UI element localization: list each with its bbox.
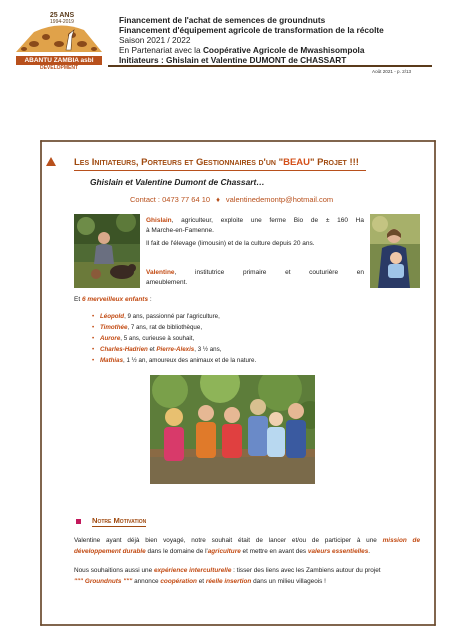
kid-name: Léopold: [100, 313, 125, 320]
children-photo-image: [150, 375, 315, 484]
text-highlight: coopération: [160, 577, 197, 585]
frame-left-edge: [40, 140, 42, 626]
abantu-zambia-logo: [14, 10, 104, 70]
text-highlight: expérience interculturelle: [153, 567, 232, 574]
list-item: [92, 333, 256, 344]
kids-intro-prefix: Et: [74, 296, 82, 303]
text-run: dans un milieu villageois !: [251, 577, 326, 585]
logo-anniversary: 25 ANS: [49, 12, 75, 19]
kid-description: , 5 ans, curieuse à souhait,: [120, 335, 195, 342]
section-title-underline: [74, 170, 366, 171]
header-cooperative-name: Coopérative Agricole de Mwashisompola: [202, 45, 365, 55]
header-line-1: Financement de l'achat de semences de groundnuts: [119, 15, 326, 25]
valentine-description: [146, 268, 364, 288]
ghislain-description: [146, 216, 364, 249]
motivation-p2-line-2: [74, 577, 420, 588]
kids-intro-suffix: :: [148, 296, 152, 303]
text-highlight: mission de: [382, 537, 420, 544]
contact-line: [130, 195, 333, 204]
text-highlight: valeurs essentielles: [307, 547, 369, 555]
header-line-4: [119, 45, 419, 55]
kid-connector: et: [147, 346, 157, 353]
initiators-subtitle: Ghislain et Valentine Dumont de Chassart…: [90, 177, 265, 187]
header-line-2: Financement d'équipement agricole de transformation de la récolte: [119, 25, 384, 35]
frame-top-edge: [40, 140, 436, 142]
contact-email[interactable]: valentinedemontp@hotmail.com: [225, 195, 334, 204]
ghislain-line-1: [146, 216, 364, 226]
logo-subtitle: DEVELOPMENT: [39, 65, 79, 71]
section-title: [74, 157, 359, 168]
kid-name: Aurore: [100, 335, 121, 342]
contact-phone: Contact : 0473 77 64 10: [130, 195, 211, 204]
kid-name: Timothée: [100, 324, 128, 331]
page-reference: Août 2021 - p. 2/13: [372, 69, 412, 74]
text-run: dans le domaine de l': [145, 547, 208, 555]
text-run: .: [368, 547, 371, 555]
motivation-p1-line-2: [74, 547, 420, 558]
ghislain-text-1: , agriculteur, exploite une ferme Bio de ± 160 Ha: [171, 217, 364, 224]
giraffe-pattern-icon: [14, 22, 104, 54]
kids-intro-highlight: 6 merveilleux enfants: [81, 296, 149, 303]
logo-name: ABANTU ZAMBIA asbl: [16, 56, 102, 65]
ghislain-text-3: Il fait de l'élevage (limousin) et de la culture depuis 20 ans.: [146, 240, 315, 247]
triangle-bullet-icon: [46, 157, 56, 166]
text-highlight: """ Groundnuts """: [74, 577, 133, 585]
ghislain-text-2: à Marche-en-Famenne.: [146, 227, 214, 234]
diamond-separator-icon: ♦: [216, 195, 220, 204]
kid-description: , 7 ans, rat de bibliothèque,: [127, 324, 203, 331]
motivation-paragraph-2: [74, 566, 420, 587]
frame-bottom-edge: [40, 624, 436, 626]
valentine-photo: [370, 214, 420, 288]
valentine-text-2: ameublement.: [146, 279, 188, 286]
document-header: [119, 15, 419, 65]
square-bullet-icon: [76, 519, 81, 524]
kid-description: , 9 ans, passionné par l'agriculture,: [124, 313, 220, 320]
list-item: [92, 311, 256, 322]
ghislain-photo: [74, 214, 140, 288]
text-highlight: agriculture: [207, 547, 241, 555]
ghislain-photo-image: [74, 214, 140, 288]
section-title-highlight: BEAU: [283, 157, 310, 168]
valentine-line-1: [146, 268, 364, 278]
kid-name: Mathias: [100, 357, 124, 364]
header-line-4-prefix: En Partenariat avec la: [119, 45, 203, 55]
section-title-suffix: " Projet !!!: [310, 157, 359, 168]
list-item: [92, 355, 256, 366]
text-run: Valentine ayant déjà bien voyagé, notre souhait était de lancer et/ou de participer à une: [74, 537, 383, 544]
motivation-paragraph-1: [74, 536, 420, 557]
valentine-name: Valentine: [146, 269, 175, 276]
kids-intro: [74, 296, 152, 303]
kids-list: [92, 311, 256, 366]
text-highlight: réelle insertion: [205, 577, 252, 585]
header-divider: [108, 65, 432, 67]
kid-name: Pierre-Alexis: [156, 346, 195, 353]
section-title-prefix: Les Initiateurs, Porteurs et Gestionnaires d'un ": [74, 157, 284, 168]
ghislain-name: Ghislain: [146, 217, 172, 224]
logo-years: 1994-2019: [50, 19, 74, 25]
motivation-p2-line-1: [74, 566, 420, 577]
kid-description: , 1 ½ an, amoureux des animaux et de la nature.: [123, 357, 257, 364]
valentine-photo-image: [370, 214, 420, 288]
text-run: et mettre en avant des: [240, 547, 308, 555]
kid-name: Charles-Hadrien: [100, 346, 148, 353]
motivation-title: Notre Motivation: [92, 516, 147, 525]
text-run: annonce: [132, 577, 161, 585]
text-run: : tisser des liens avec les Zambiens autour du projet: [231, 567, 381, 574]
text-run: Nous souhaitions aussi une: [74, 567, 154, 574]
valentine-text-1: , institutrice primaire et couturière en: [174, 269, 364, 276]
text-run: et: [196, 577, 206, 585]
list-item: [92, 344, 256, 355]
motivation-p1-line-1: [74, 536, 420, 547]
text-highlight: développement durable: [74, 547, 146, 555]
header-line-5: Initiateurs : Ghislain et Valentine DUMONT de CHASSART: [119, 55, 347, 65]
children-photo: [150, 375, 315, 484]
list-item: [92, 322, 256, 333]
frame-right-edge: [434, 140, 436, 626]
header-line-3: Saison 2021 / 2022: [119, 35, 191, 45]
kid-description: , 3 ½ ans,: [194, 346, 222, 353]
